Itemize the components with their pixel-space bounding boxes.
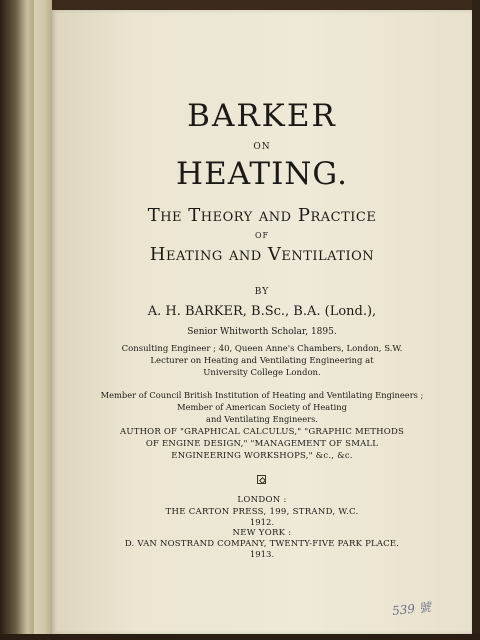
byline-by: BY xyxy=(254,287,270,297)
desk-surface-bottom xyxy=(0,634,480,640)
publisher-line: 1912. xyxy=(249,518,275,528)
book-title: BARKER xyxy=(187,98,337,134)
credential-line: Lecturer on Heating and Ventilating Engineering at xyxy=(150,356,374,366)
other-works-line: AUTHOR OF "GRAPHICAL CALCULUS," "GRAPHIC METHODS xyxy=(120,427,404,437)
membership-line: Member of Council British Institution of Heating and Ventilating Engineers ; xyxy=(100,390,424,400)
publisher-line: LONDON : xyxy=(237,495,287,505)
credential-line: Consulting Engineer ; 40, Queen Anne's Chambers, London, S.W. xyxy=(121,344,403,354)
desk-surface-left xyxy=(0,0,34,640)
other-works-line: OF ENGINE DESIGN," "MANAGEMENT OF SMALL xyxy=(145,439,379,449)
title-connector-on: ON xyxy=(253,142,271,152)
printer-ornament-icon xyxy=(257,475,266,484)
previous-page-edge xyxy=(34,0,52,640)
subtitle-line-2: Heating and Ventilation xyxy=(149,244,375,265)
subtitle-connector-of: OF xyxy=(254,231,270,240)
credential-line: University College London. xyxy=(203,368,321,378)
publisher-line: NEW YORK : xyxy=(232,528,292,538)
handwritten-inventory-note: 539 號 xyxy=(391,600,432,618)
book-subject: HEATING. xyxy=(176,156,348,192)
membership-line: Member of American Society of Heating xyxy=(177,402,347,412)
author-name: A. H. BARKER, B.Sc., B.A. (Lond.), xyxy=(147,304,377,319)
desk-surface-right xyxy=(472,0,480,640)
membership-line: and Ventilating Engineers. xyxy=(206,414,318,424)
publisher-line: THE CARTON PRESS, 199, STRAND, W.C. xyxy=(165,507,359,517)
publisher-line: D. VAN NOSTRAND COMPANY, TWENTY-FIVE PARK PLACE. xyxy=(124,539,400,549)
author-scholarship: Senior Whitworth Scholar, 1895. xyxy=(187,327,337,337)
publisher-line: 1913. xyxy=(249,550,275,560)
other-works-line: ENGINEERING WORKSHOPS," &c., &c. xyxy=(171,451,353,461)
subtitle-line-1: The Theory and Practice xyxy=(147,205,377,226)
